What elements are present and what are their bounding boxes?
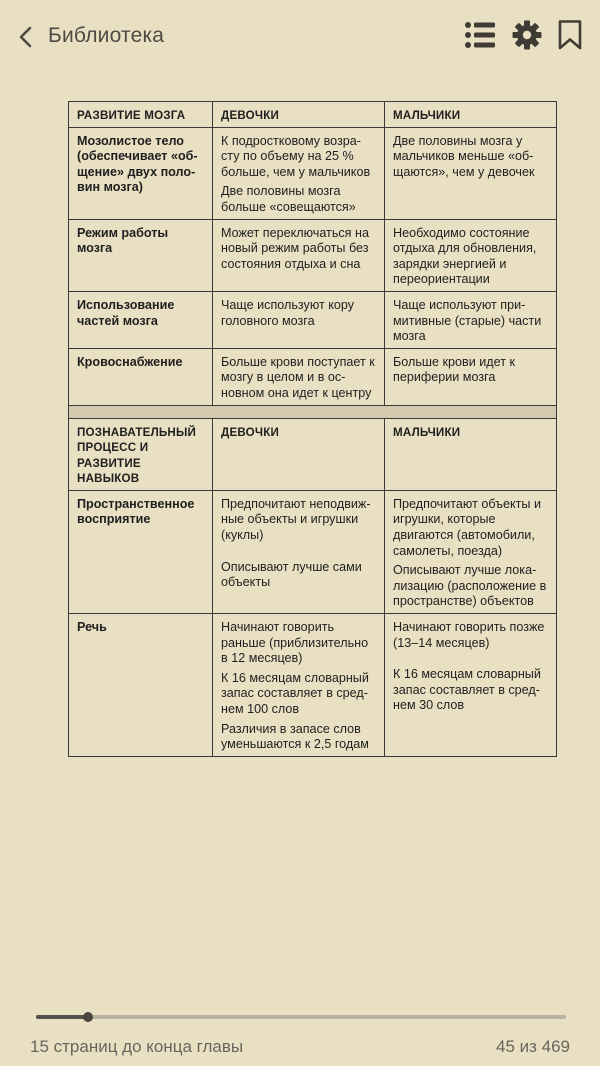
settings-button[interactable] [512,20,542,55]
table-row [69,490,557,613]
cell-paragraph: К 16 месяцам словарный запас составляет в сред-нем 30 слов [393,667,541,713]
toc-button[interactable] [464,20,496,55]
section-divider-row [69,405,557,418]
table-cell [385,490,557,613]
table-cell [385,348,557,405]
cell-paragraph: Больше крови поступает к мозгу в целом и в ос-новном она идет к центру [221,354,375,400]
cell-paragraph: Начинают говорить раньше (приблизительно в 12 месяцев) [221,620,369,666]
list-icon [464,20,496,50]
bookmark-button[interactable] [558,20,582,55]
cell-paragraph: Две половины мозга больше «совещаются» [221,184,356,214]
table-cell [385,219,557,291]
top-bar [0,0,600,74]
table-row [69,614,557,757]
pages-left-label: 15 страниц до конца главы [30,1037,244,1056]
cell-paragraph: Необходимо состояние отдыха для обновления, зарядки энергией и переориентации [393,225,537,287]
cell-paragraph: Предпочитают неподвиж-ные объекты и игрушки (куклы) [221,496,371,543]
cell-paragraph: Чаще используют при-митивные (старые) части мозга [393,297,542,344]
cell-paragraph: К 16 месяцам словарный запас составляет в сред-нем 100 слов [221,670,369,716]
cell-paragraph: Описывают лучше лока-лизацию (расположение в пространстве) объектов [393,563,547,609]
table-cell [213,348,385,405]
section-divider [69,405,557,418]
progress-knob[interactable] [83,1012,93,1022]
row-label: Мозолистое тело (обеспечивает «об-щение» двух поло-вин мозга) [69,127,213,219]
chevron-left-icon [14,22,38,52]
bookmark-icon [558,20,582,50]
gear-icon [512,20,542,50]
table-cell [213,490,385,613]
column-header-boys: МАЛЬЧИКИ [385,418,557,490]
row-label: Режим работы мозга [69,219,213,291]
table-header-row [69,418,557,490]
progress-fill [36,1015,88,1019]
row-label: Использование частей мозга [69,291,213,348]
cell-paragraph: Больше крови идет к периферии мозга [393,354,515,385]
row-label: Пространственное восприятие [69,490,213,613]
reading-progress-bar[interactable] [36,1015,566,1019]
table-cell [213,219,385,291]
table-cell [385,614,557,757]
cell-paragraph: Различия в запасе слов уменьшаются к 2,5 годам [221,721,369,752]
row-label: Речь [69,614,213,757]
column-header-category: ПОЗНАВАТЕЛЬНЫЙ ПРОЦЕСС И РАЗВИТИЕ НАВЫКОВ [69,418,213,490]
table-row [69,127,557,219]
table-row [69,291,557,348]
cell-paragraph: Начинают говорить позже (13–14 месяцев) [393,620,545,650]
table-row [69,348,557,405]
table-row [69,219,557,291]
cell-paragraph: Может переключаться на новый режим работы без состояния отдыха и сна [221,225,369,271]
table-cell [385,127,557,219]
column-header-girls: ДЕВОЧКИ [213,102,385,128]
back-button[interactable] [14,22,38,52]
table-cell [213,291,385,348]
library-title[interactable]: Библиотека [48,24,165,47]
table-cell [385,291,557,348]
table-cell [213,614,385,757]
table-header-row [69,102,557,128]
cell-paragraph: Описывают лучше сами объекты [221,559,362,590]
cell-paragraph: Предпочитают объекты и игрушки, которые двигаются (автомобили, самолеты, поезда) [393,496,542,558]
table-cell [213,127,385,219]
row-label: Кровоснабжение [69,348,213,405]
cell-paragraph: К подростковому возра-сту по объему на 25 % больше, чем у мальчиков [221,133,371,179]
column-header-girls: ДЕВОЧКИ [213,418,385,490]
column-header-category: РАЗВИТИЕ МОЗГА [69,102,213,128]
page-indicator: 45 из 469 [495,1037,570,1056]
cell-paragraph: Чаще используют кору головного мозга [221,297,355,328]
cell-paragraph: Две половины мозга у мальчиков меньше «об-щаются», чем у девочек [393,133,535,179]
comparison-table [68,101,557,757]
column-header-boys: МАЛЬЧИКИ [385,102,557,128]
